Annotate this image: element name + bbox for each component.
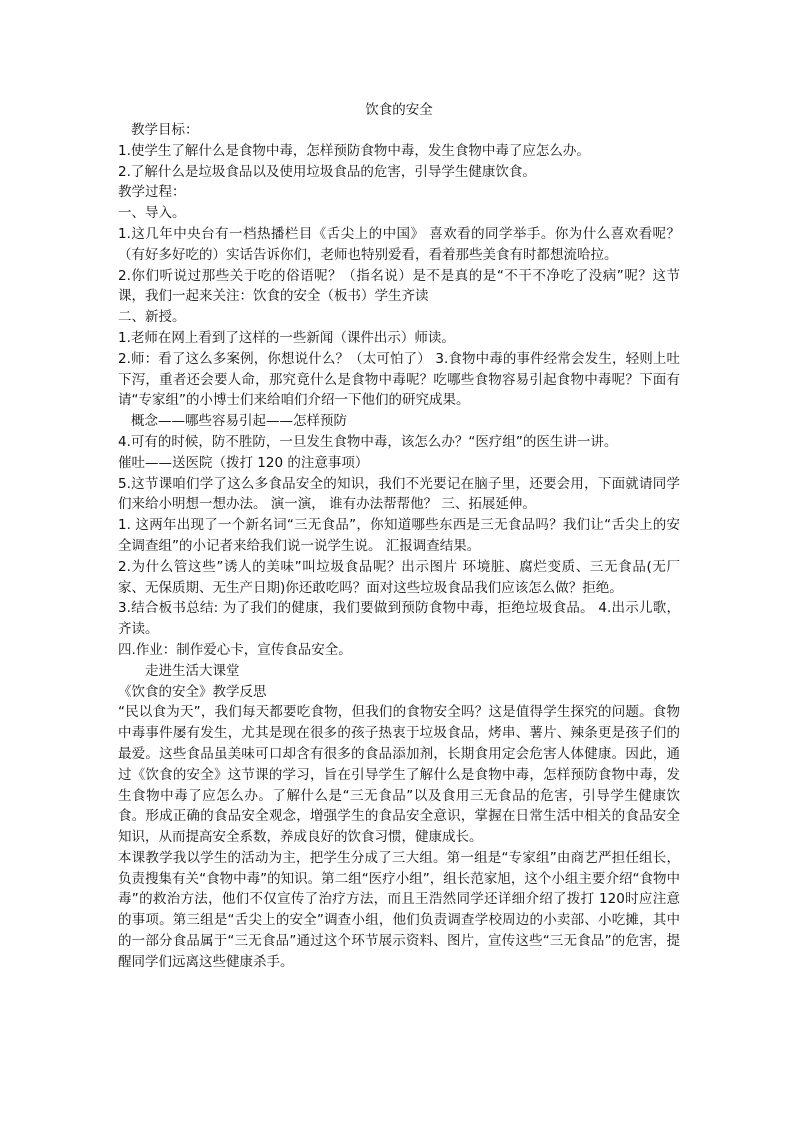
paragraph: 四.作业：制作爱心卡，宣传食品安全。 <box>118 641 352 658</box>
paragraph: 1.老师在网上看到了这样的一些新闻（课件出示）师读。 <box>118 329 455 346</box>
paragraph: 《饮食的安全》教学反思 <box>118 683 267 700</box>
paragraph: “民以食为天”，我们每天都要吃食物，但我们的食物安全吗？这是值得学生探究的问题。食物中毒事件屡有发生，尤其是现在很多的孩子热衷于垃圾食品，烤串、薯片、辣条更是孩子们的最爱。这些食品虽美味可口却含有很多的食品添加剂，长期食用定会危害人体健康。因此，通过《饮食的安全》这节课的学习，旨在引导学生了解什么是食物中毒，怎样预防食物中毒，发生食物中毒了应怎么办。了解什么是“三无食品”以及食用三无食品的危害，引导学生健康饮食。形成正确的食品安全观念，增强学生的食品安全意识，掌握在日常生活中相关的食品安全知识，从而提高安全系数，养成良好的饮食习惯，健康成长。 <box>118 704 680 846</box>
paragraph: 5.这节课咱们学了这么多食品安全的知识，我们不光要记在脑子里，还要会用，下面就请同学们来给小明想一想办法。 演一演， 谁有办法帮帮他？ 三、拓展延伸。 <box>118 475 680 513</box>
paragraph: 一、导入。 <box>118 205 186 222</box>
paragraph: 2.为什么管这些”诱人的美味”叫垃圾食品呢？出示图片 环境脏、腐烂变质、三无食品(无厂家、无保质期、无生产日期)你还敢吃吗？面对这些垃圾食品我们应该怎么做？拒绝。 <box>118 558 680 596</box>
paragraph: 4.可有的时候，防不胜防，一旦发生食物中毒，该怎么办？“医疗组”的医生讲一讲。 <box>118 433 618 450</box>
paragraph: 1. 这两年出现了一个新名词“三无食品”，你知道哪些东西是三无食品吗？我们让“舌尖上的安全调查组”的小记者来给我们说一说学生说。 汇报调查结果。 <box>118 517 680 554</box>
document-title: 饮食的安全 <box>365 102 433 118</box>
paragraph: 二、新授。 <box>118 309 186 326</box>
paragraph: 2.师：看了这么多案例，你想说什么？（太可怕了） 3.食物中毒的事件经常会发生，轻则上吐下泻，重者还会要人命，那究竟什么是食物中毒呢？吃哪些食物容易引起食物中毒呢？下面有请“专家组”的小博士们来给咱们介绍一下他们的研究成果。 <box>118 350 680 409</box>
paragraph: 催吐——送医院（拨打 120 的注意事项） <box>118 454 369 471</box>
paragraph: 走进生活大课堂 <box>145 662 240 679</box>
paragraph: 教学过程： <box>118 184 186 201</box>
paragraph: 教学目标： <box>131 122 199 138</box>
paragraph: 1.使学生了解什么是食物中毒，怎样预防食物中毒，发生食物中毒了应怎么办。 <box>118 142 590 159</box>
paragraph: 2.你们听说过那些关于吃的俗语呢？（指名说）是不是真的是“不干不净吃了没病”呢？这节课，我们一起来关注：饮食的安全（板书）学生齐读 <box>118 267 680 305</box>
document-body <box>118 120 680 973</box>
paragraph: 3.结合板书总结: 为了我们的健康，我们要做到预防食物中毒，拒绝垃圾食品。 4.出示儿歌，齐读。 <box>118 600 680 638</box>
paragraph: 本课教学我以学生的活动为主，把学生分成了三大组。第一组是“专家组”由商艺严担任组长，负责搜集有关“食物中毒”的知识。第二组“医疗小组”，组长范家旭，这个小组主要介绍“食物中毒”的救治方法，他们不仅宣传了治疗方法，而且王浩然同学还详细介绍了拨打 120时应注意的事项。第三组是“舌尖上的安全”调查小组，他们负责调查学校周边的小卖部、小吃摊，其中的一部分食品属于“三无食品”通过这个环节展示资料、图片，宣传这些“三无食品”的危害，提醒同学们远离这些健康杀手。 <box>118 849 680 970</box>
paragraph: 1.这几年中央台有一档热播栏目《舌尖上的中国》 喜欢看的同学举手。你为什么喜欢看呢？（有好多好吃的）实话告诉你们，老师也特别爱看，看着那些美食有时都想流哈拉。 <box>118 225 680 263</box>
paragraph: 概念——哪些容易引起——怎样预防 <box>131 413 347 430</box>
paragraph: 2.了解什么是垃圾食品以及使用垃圾食品的危害，引导学生健康饮食。 <box>118 163 536 180</box>
document-page <box>118 100 680 973</box>
